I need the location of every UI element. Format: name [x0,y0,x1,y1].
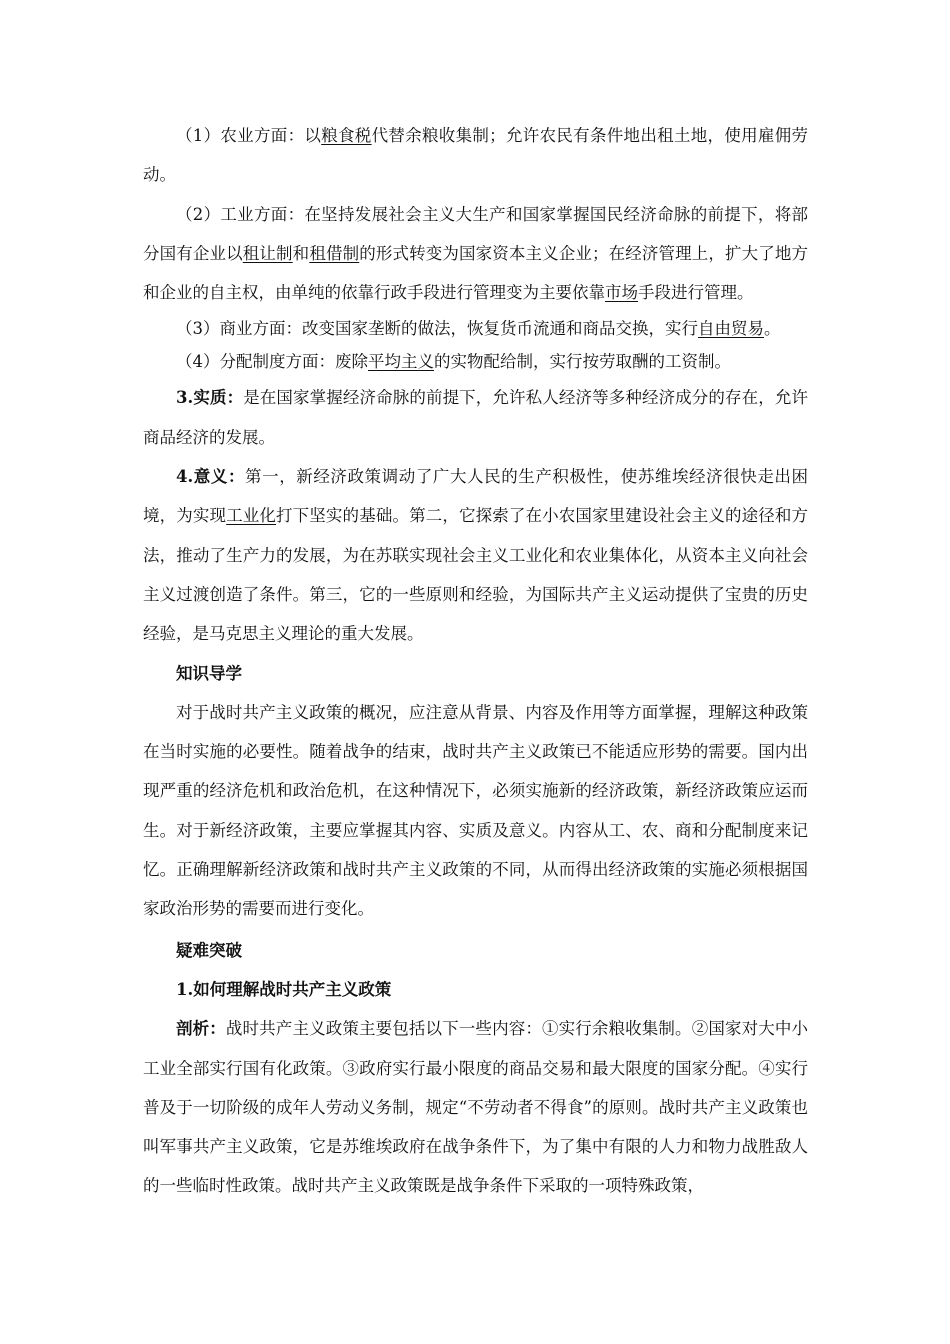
underlined-term: 租借制 [309,243,360,263]
commerce-paragraph [143,312,808,345]
industry-paragraph [143,195,808,313]
underlined-term: 市场 [605,283,638,303]
underlined-term: 平均主义 [368,352,434,372]
text-run: 打下坚实的基础。第二，它探索了在小农国家里建设社会主义的途径和方法，推动了生产力的发展，为在苏联实现社会主义工业化和农业集体化，从资本主义向社会主义过渡创造了条件。第三，它的一些原则和经验，为国际共产主义运动提供了宝贵的历史经验，是马克思主义理论的重大发展。 [143,506,809,644]
text-run: 手段进行管理。 [638,283,754,303]
essence-label: 3.实质： [176,388,244,408]
guide-heading: 知识导学 [176,663,242,683]
text-run: （1）农业方面：以 [176,126,322,145]
text-run: 的实物配给制，实行按劳取酬的工资制。 [434,352,731,372]
distribution-paragraph [143,345,808,378]
text-run: 是在国家掌握经济命脉的前提下，允许私人经济等多种经济成分的存在，允许商品经济的发展。 [143,388,808,447]
underlined-term: 工业化 [226,506,277,526]
text-run: 和 [292,243,310,263]
underlined-term: 粮食税 [321,126,372,145]
text-run: 的形式转变为国家资本主义企业；在经济管理上，扩大了地方和企业的自主权，由单纯的依靠行政手段进行管理变为主要依靠 [143,243,809,303]
document-page [143,116,808,1206]
guide-paragraph: 对于战时共产主义政策的概况，应注意从背景、内容及作用等方面掌握，理解这种政策在当时实施的必要性。随着战争的结束，战时共产主义政策已不能适应形势的需要。国内出现严重的经济危机和政治危机，在这种情况下，必须实施新的经济政策，新经济政策应运而生。对于新经济政策，主要应掌握其内容、实质及意义。内容从工、农、商和分配制度来记忆。正确理解新经济政策和战时共产主义政策的不同，从而得出经济政策的实施必须根据国家政治形势的需要而进行变化。 [143,702,808,919]
difficult-heading: 疑难突破 [176,940,242,960]
question-heading: 1.如何理解战时共产主义政策 [176,979,392,999]
analysis-paragraph [143,1009,808,1205]
text-run: 代替余粮收集制；允许农民有条件地出租土地，使用雇佣劳动。 [143,126,809,185]
text-run: 战时共产主义政策主要包括以下一些内容：①实行余粮收集制。②国家对大中小工业全部实行国有化政策。③政府实行最小限度的商品交易和最大限度的国家分配。④实行普及于一切阶级的成年人劳动义务制，规定“不劳动者不得食”的原则。战时共产主义政策也叫军事共产主义政策，它是苏维埃政府在战争条件下，为了集中有限的人力和物力战胜敌人的一些临时性政策。战时共产主义政策既是战争条件下采取的一项特殊政策， [143,1019,809,1196]
text-run: 。 [764,319,781,339]
meaning-label: 4.意义： [176,467,246,487]
underlined-term: 租让制 [242,243,293,263]
agriculture-paragraph [143,116,808,195]
analysis-label: 剖析： [176,1019,226,1039]
essence-paragraph [143,378,808,457]
text-run: （3）商业方面：改变国家垄断的做法，恢复货币流通和商品交换，实行 [176,319,698,339]
text-run: （2）工业方面：在坚持发展社会主义大生产和国家掌握国民经济命脉的前提下，将部分国有企业以 [143,204,808,263]
text-run: 第一，新经济政策调动了广大人民的生产积极性，使苏维埃经济很快走出困境，为实现 [143,467,809,526]
underlined-term: 自由贸易 [698,319,764,339]
text-run: （4）分配制度方面：废除 [176,352,368,372]
meaning-paragraph [143,457,808,653]
